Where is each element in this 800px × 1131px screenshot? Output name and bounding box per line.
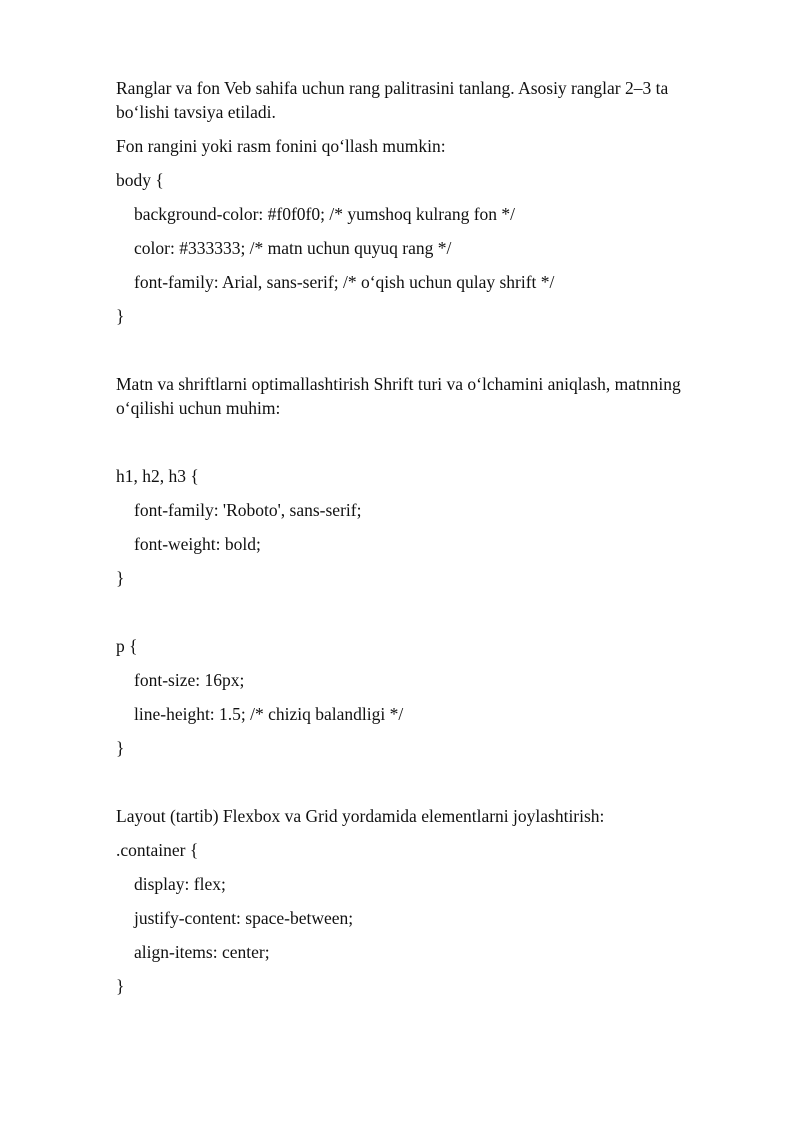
code-body-open: body { — [116, 170, 164, 190]
code-container-display: display: flex; — [134, 874, 226, 894]
code-headings-font-family: font-family: 'Roboto', sans-serif; — [134, 500, 362, 520]
background-note: Fon rangini yoki rasm fonini qo‘llash mumkin: — [116, 136, 446, 156]
code-font-family: font-family: Arial, sans-serif; /* o‘qish uchun qulay shrift */ — [134, 272, 555, 292]
code-p-font-size: font-size: 16px; — [134, 670, 245, 690]
code-container-align: align-items: center; — [134, 942, 270, 962]
section-fonts-intro-line-2: o‘qilishi uchun muhim: — [116, 398, 281, 418]
code-background-color: background-color: #f0f0f0; /* yumshoq kulrang fon */ — [134, 204, 516, 224]
code-p-open: p { — [116, 636, 138, 656]
code-headings-close: } — [116, 568, 125, 588]
code-body-close: } — [116, 306, 125, 326]
section-colors-intro-line-1: Ranglar va fon Veb sahifa uchun rang palitrasini tanlang. Asosiy ranglar 2–3 ta — [116, 78, 669, 98]
code-headings-font-weight: font-weight: bold; — [134, 534, 261, 554]
section-layout-intro: Layout (tartib) Flexbox va Grid yordamida elementlarni joylashtirish: — [116, 806, 605, 826]
code-p-close: } — [116, 738, 125, 758]
section-fonts-intro-line-1: Matn va shriftlarni optimallashtirish Shrift turi va o‘lchamini aniqlash, matnning — [116, 374, 681, 394]
code-container-close: } — [116, 976, 125, 996]
code-headings-open: h1, h2, h3 { — [116, 466, 199, 486]
code-p-line-height: line-height: 1.5; /* chiziq balandligi */ — [134, 704, 404, 724]
code-container-justify: justify-content: space-between; — [134, 908, 354, 928]
section-colors-intro-line-2: bo‘lishi tavsiya etiladi. — [116, 102, 276, 122]
code-container-open: .container { — [116, 840, 199, 860]
code-color: color: #333333; /* matn uchun quyuq rang */ — [134, 238, 452, 258]
